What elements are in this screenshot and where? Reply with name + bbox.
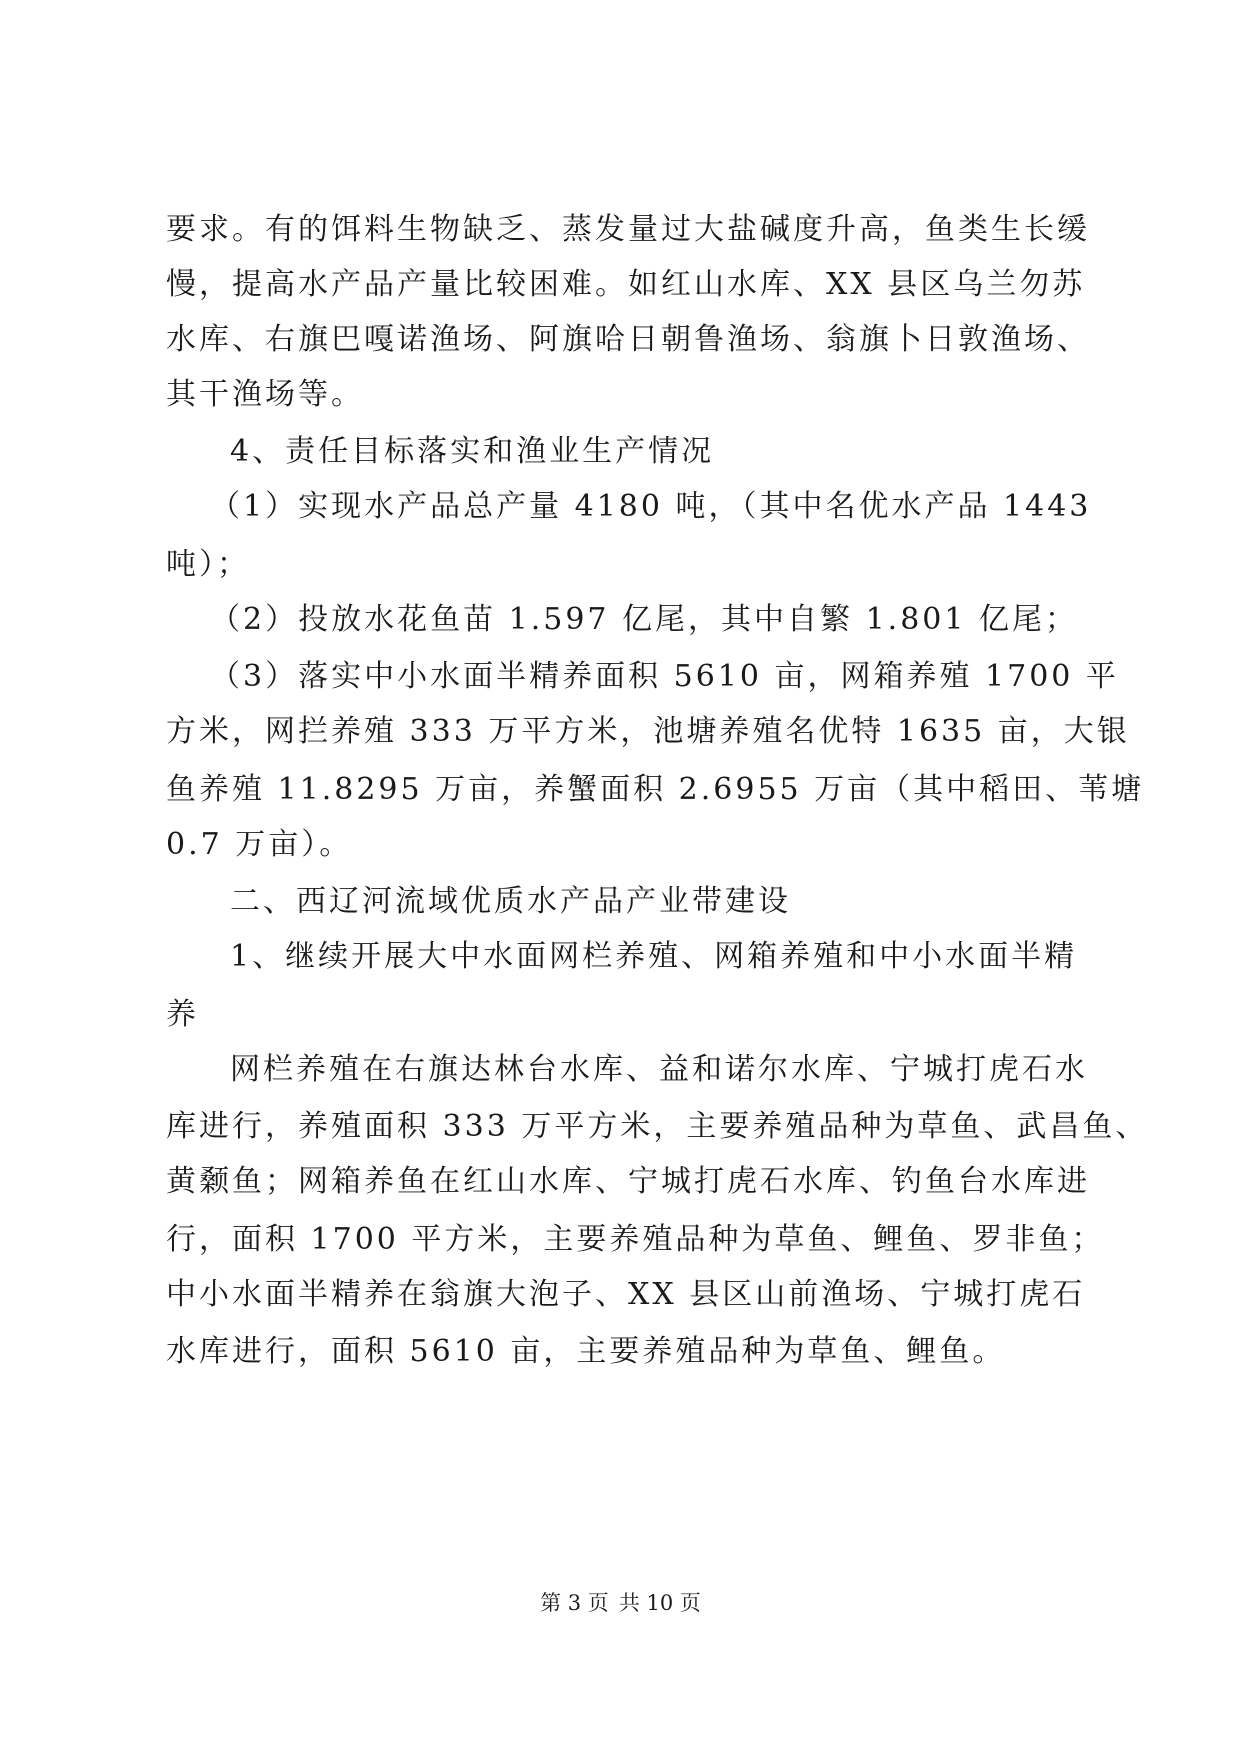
item-3-line-4: 0.7 万亩）。 xyxy=(166,827,353,862)
paragraph-line-1: 网栏养殖在右旗达林台水库、益和诺尔水库、宁城打虎石水 xyxy=(230,1052,1088,1087)
item-3-line-3: 鱼养殖 11.8295 万亩，养蟹面积 2.6955 万亩（其中稻田、苇塘 xyxy=(166,772,1145,807)
paragraph-line-5: 中小水面半精养在翁旗大泡子、XX 县区山前渔场、宁城打虎石 xyxy=(166,1277,1086,1312)
body-line-1: 要求。有的饵料生物缺乏、蒸发量过大盐碱度升高，鱼类生长缓 xyxy=(166,212,1090,247)
paragraph-line-4: 行，面积 1700 平方米，主要养殖品种为草鱼、鲤鱼、罗非鱼； xyxy=(166,1222,1105,1257)
subsection-heading-1-line-2: 养 xyxy=(166,997,199,1032)
subsection-heading-1-line-1: 1、继续开展大中水面网栏养殖、网箱养殖和中小水面半精 xyxy=(230,939,1078,974)
section-heading-2: 二、西辽河流域优质水产品产业带建设 xyxy=(230,884,791,919)
item-3-line-1: （3）落实中小水面半精养面积 5610 亩，网箱养殖 1700 平 xyxy=(210,659,1119,694)
item-3-line-2: 方米，网拦养殖 333 万平方米，池塘养殖名优特 1635 亩，大银 xyxy=(166,714,1130,749)
section-heading-4: 4、责任目标落实和渔业生产情况 xyxy=(230,434,715,469)
paragraph-line-6: 水库进行，面积 5610 亩，主要养殖品种为草鱼、鲤鱼。 xyxy=(166,1334,1006,1369)
body-line-2: 慢，提高水产品产量比较困难。如红山水库、XX 县区乌兰勿苏 xyxy=(166,267,1086,302)
item-1-line-2: 吨）； xyxy=(166,547,250,582)
paragraph-line-3: 黄颡鱼；网箱养鱼在红山水库、宁城打虎石水库、钓鱼台水库进 xyxy=(166,1164,1090,1199)
page-number: 第 3 页 xyxy=(540,1591,609,1615)
item-2-line: （2）投放水花鱼苗 1.597 亿尾，其中自繁 1.801 亿尾； xyxy=(210,602,1078,637)
item-1-line-1: （1）实现水产品总产量 4180 吨，（其中名优水产品 1443 xyxy=(210,489,1092,524)
page-total: 共 10 页 xyxy=(618,1591,701,1615)
page-footer xyxy=(0,1589,1241,1617)
body-line-3: 水库、右旗巴嘎诺渔场、阿旗哈日朝鲁渔场、翁旗卜日敦渔场、 xyxy=(166,322,1090,357)
paragraph-line-2: 库进行，养殖面积 333 万平方米，主要养殖品种为草鱼、武昌鱼、 xyxy=(166,1109,1149,1144)
body-line-4: 其干渔场等。 xyxy=(166,377,364,412)
